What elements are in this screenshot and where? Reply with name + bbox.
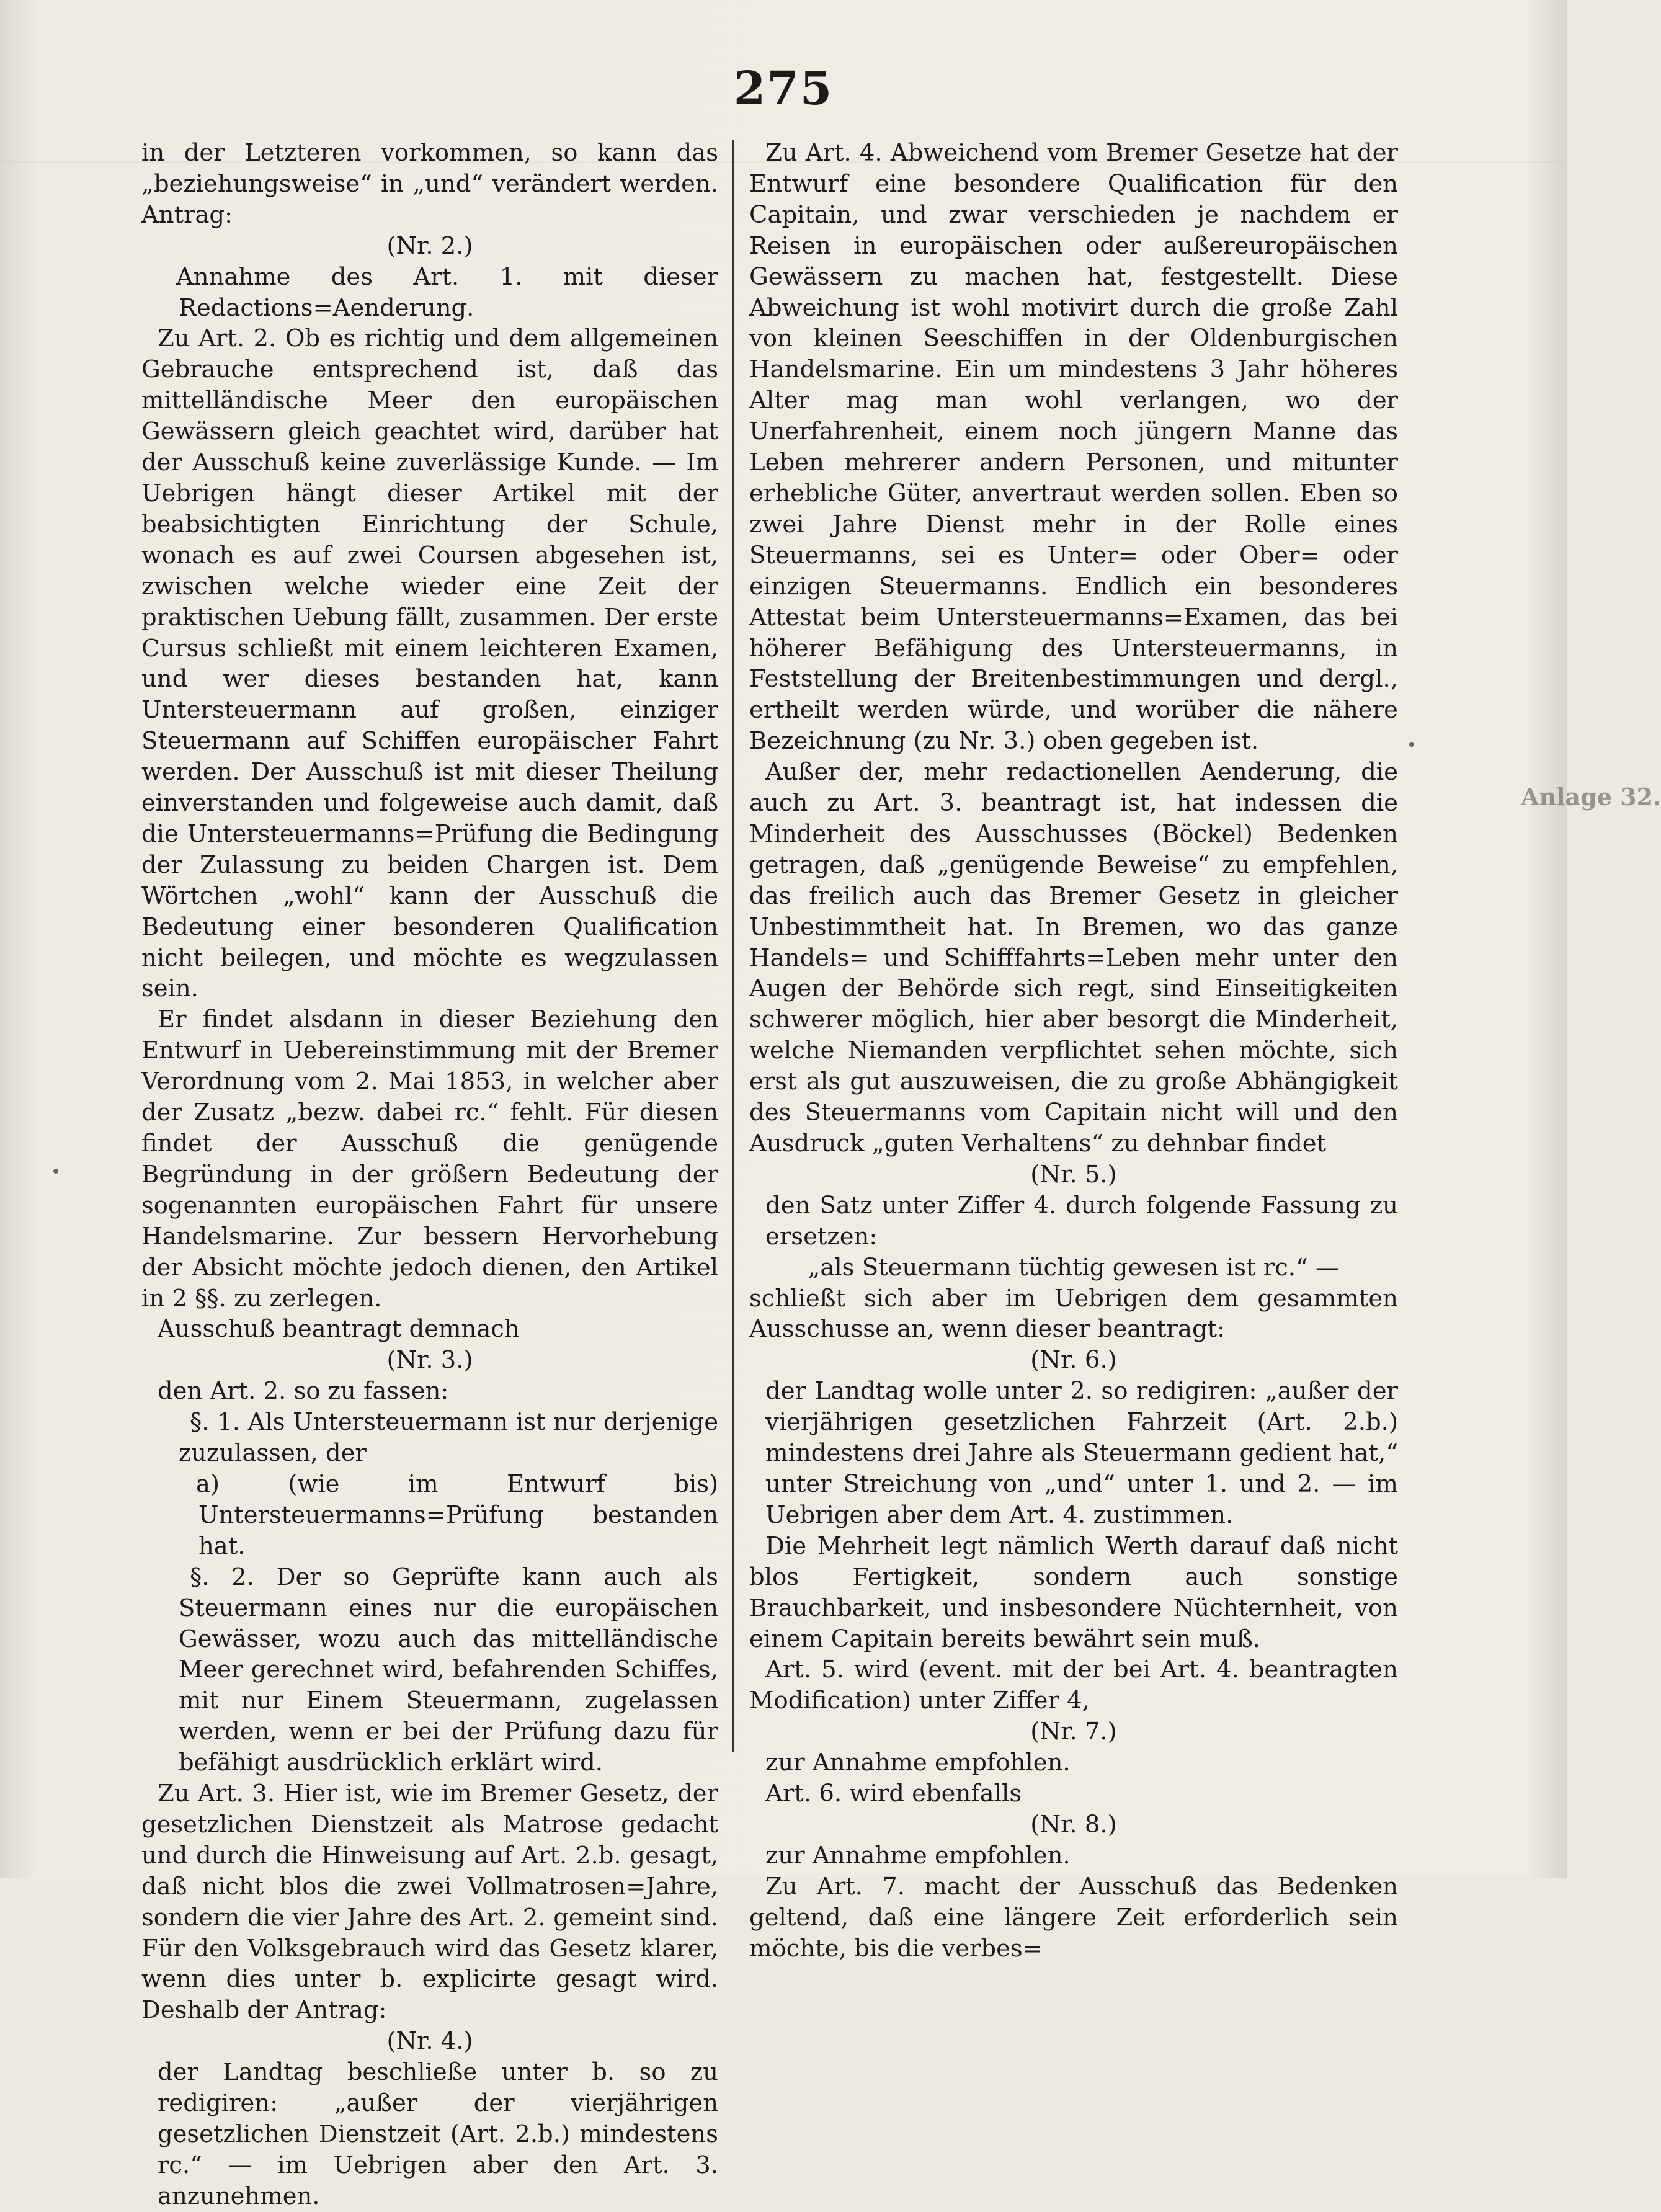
paragraph: (Nr. 7.) xyxy=(1030,1718,1117,1746)
paragraph: schließt sich aber im Uebrigen dem gesammten Ausschusse an, wenn dieser beantragt: xyxy=(749,1284,1398,1344)
paragraph: in der Letzteren vorkommen, so kann das „beziehungsweise“ in „und“ verändert werden. Antrag: xyxy=(141,139,718,229)
paragraph: (Nr. 6.) xyxy=(1030,1346,1117,1375)
right-column xyxy=(749,138,1398,1963)
paragraph: „als Steuermann tüchtig gewesen ist rc.“ — xyxy=(808,1253,1340,1282)
paragraph: a) (wie im Entwurf bis) Untersteuermanns=Prüfung bestanden hat. xyxy=(196,1469,718,1560)
paragraph: Er findet alsdann in dieser Beziehung den Entwurf in Uebereinstimmung mit der Bremer Verordnung vom 2. Mai 1853, in welcher aber der Zusatz „bezw. dabei rc.“ fehlt. Für diesen findet der Ausschuß die genügende Begründung in der größern Bedeutung der sogenannten europäischen Fahrt für unsere Handelsmarine. Zur bessern Hervorhebung der Absicht möchte jedoch dienen, den Artikel in 2 §§. zu zerlegen. xyxy=(141,1006,718,1313)
paragraph: Die Mehrheit legt nämlich Werth darauf daß nicht blos Fertigkeit, sondern auch sonstige Brauchbarkeit, und insbesondere Nüchternheit, von einem Capitain bereits bewährt sein muß. xyxy=(749,1532,1398,1653)
paragraph: (Nr. 3.) xyxy=(386,1346,473,1375)
left-column xyxy=(141,138,718,2210)
paragraph: der Landtag beschließe unter b. so zu redigiren: „außer der vierjährigen gesetzlichen Dienstzeit (Art. 2.b.) mindestens rc.“ — im Uebrigen aber den Art. 3. anzunehmen. xyxy=(158,2058,718,2210)
margin-note: Anlage 32. xyxy=(1521,783,1661,811)
ink-speck xyxy=(1409,742,1414,747)
page-number: 275 xyxy=(733,62,834,115)
paragraph: (Nr. 8.) xyxy=(1030,1810,1117,1839)
paragraph: zur Annahme empfohlen. xyxy=(765,1749,1071,1777)
paragraph: Zu Art. 4. Abweichend vom Bremer Gesetze hat der Entwurf eine besondere Qualification für den Capitain, und zwar verschieden je nachdem er Reisen in europäischen oder außereuropäischen Gewässern zu machen hat, festgestellt. Diese Abweichung ist wohl motivirt durch die große Zahl von kleinen Seeschiffen in der Oldenburgischen Handelsmarine. Ein um mindestens 3 Jahr höheres Alter mag man wohl verlangen, wo der Unerfahrenheit, einem noch jüngern Manne das Leben mehrerer andern Personen, und mitunter erhebliche Güter, anvertraut werden sollen. Eben so zwei Jahre Dienst mehr in der Rolle eines Steuermanns, sei es Unter= oder Ober= oder einzigen Steuermanns. Endlich ein besonderes Attestat beim Untersteuermanns=Examen, das bei höherer Befähigung des Untersteuermanns, in Feststellung der Breitenbestimmungen und dergl., ertheilt werden würde, und worüber die nähere Bezeichnung (zu Nr. 3.) oben gegeben ist. xyxy=(749,139,1398,756)
paragraph: (Nr. 4.) xyxy=(386,2027,473,2056)
paragraph: der Landtag wolle unter 2. so redigiren: „außer der vierjährigen gesetzlichen Fahrzeit (Art. 2.b.) mindestens drei Jahre als Steuermann gedient hat,“ unter Streichung von „und“ unter 1. und 2. — im Uebrigen aber dem Art. 4. zustimmen. xyxy=(765,1377,1398,1529)
paragraph: den Satz unter Ziffer 4. durch folgende Fassung zu ersetzen: xyxy=(765,1191,1398,1251)
paragraph: Zu Art. 3. Hier ist, wie im Bremer Gesetz, der gesetzlichen Dienstzeit als Matrose gedacht und durch die Hinweisung auf Art. 2.b. gesagt, daß nicht blos die zwei Vollmatrosen=Jahre, sondern die vier Jahre des Art. 2. gemeint sind. Für den Volksgebrauch wird das Gesetz klarer, wenn dies unter b. explicirte gesagt wird. Deshalb der Antrag: xyxy=(141,1780,718,2025)
paragraph: (Nr. 5.) xyxy=(1030,1160,1117,1189)
paragraph: (Nr. 2.) xyxy=(386,231,473,260)
paragraph: Ausschuß beantragt demnach xyxy=(158,1315,520,1344)
paragraph: Annahme des Art. 1. mit dieser Redactions=Aenderung. xyxy=(176,262,718,322)
paragraph: den Art. 2. so zu fassen: xyxy=(158,1377,449,1406)
paragraph: Außer der, mehr redactionellen Aenderung, die auch zu Art. 3. beantragt ist, hat indessen die Minderheit des Ausschusses (Böckel) Bedenken getragen, daß „genügende Beweise“ zu empfehlen, das freilich auch das Bremer Gesetz in gleicher Unbestimmtheit hat. In Bremen, wo das ganze Handels= und Schifffahrts=Leben mehr unter den Augen der Behörde sich regt, sind Einseitigkeiten schwerer möglich, hier aber besorgt die Minderheit, welche Niemanden verpflichtet sehen möchte, sich erst als gut auszuweisen, die zu große Abhängigkeit des Steuermanns vom Capitain nicht will und den Ausdruck „guten Verhaltens“ zu dehnbar findet xyxy=(749,758,1398,1157)
paragraph: Zu Art. 7. macht der Ausschuß das Bedenken geltend, daß eine längere Zeit erforderlich sein möchte, bis die verbes= xyxy=(749,1872,1398,1963)
paragraph: §. 2. Der so Geprüfte kann auch als Steuermann eines nur die europäischen Gewässer, wozu auch das mittelländische Meer gerechnet wird, befahrenden Schiffes, mit nur Einem Steuermann, zugelassen werden, wenn er bei der Prüfung dazu für befähigt ausdrücklich erklärt wird. xyxy=(179,1563,718,1777)
paragraph: Zu Art. 2. Ob es richtig und dem allgemeinen Gebrauche entsprechend ist, daß das mittelländische Meer den europäischen Gewässern gleich geachtet wird, darüber hat der Ausschuß keine zuverlässige Kunde. — Im Uebrigen hängt dieser Artikel mit der beabsichtigten Einrichtung der Schule, wonach es auf zwei Coursen abgesehen ist, zwischen welche wieder eine Zeit der praktischen Uebung fällt, zusammen. Der erste Cursus schließt mit einem leichteren Examen, und wer dieses bestanden hat, kann Untersteuermann auf großen, einziger Steuermann auf Schiffen europäischer Fahrt werden. Der Ausschuß ist mit dieser Theilung einverstanden und folgeweise auch damit, daß die Untersteuermanns=Prüfung die Bedingung der Zulassung zu beiden Chargen ist. Dem Wörtchen „wohl“ kann der Ausschuß die Bedeutung einer besonderen Qualification nicht beilegen, und möchte es wegzulassen sein. xyxy=(141,324,718,1003)
paragraph: Art. 5. wird (event. mit der bei Art. 4. beantragten Modification) unter Ziffer 4, xyxy=(749,1656,1398,1715)
paragraph: zur Annahme empfohlen. xyxy=(765,1841,1071,1870)
paragraph: Art. 6. wird ebenfalls xyxy=(765,1780,1022,1808)
paragraph: §. 1. Als Untersteuermann ist nur derjenige zuzulassen, der xyxy=(179,1408,718,1468)
ink-speck xyxy=(53,1169,58,1174)
column-divider xyxy=(732,140,734,1752)
